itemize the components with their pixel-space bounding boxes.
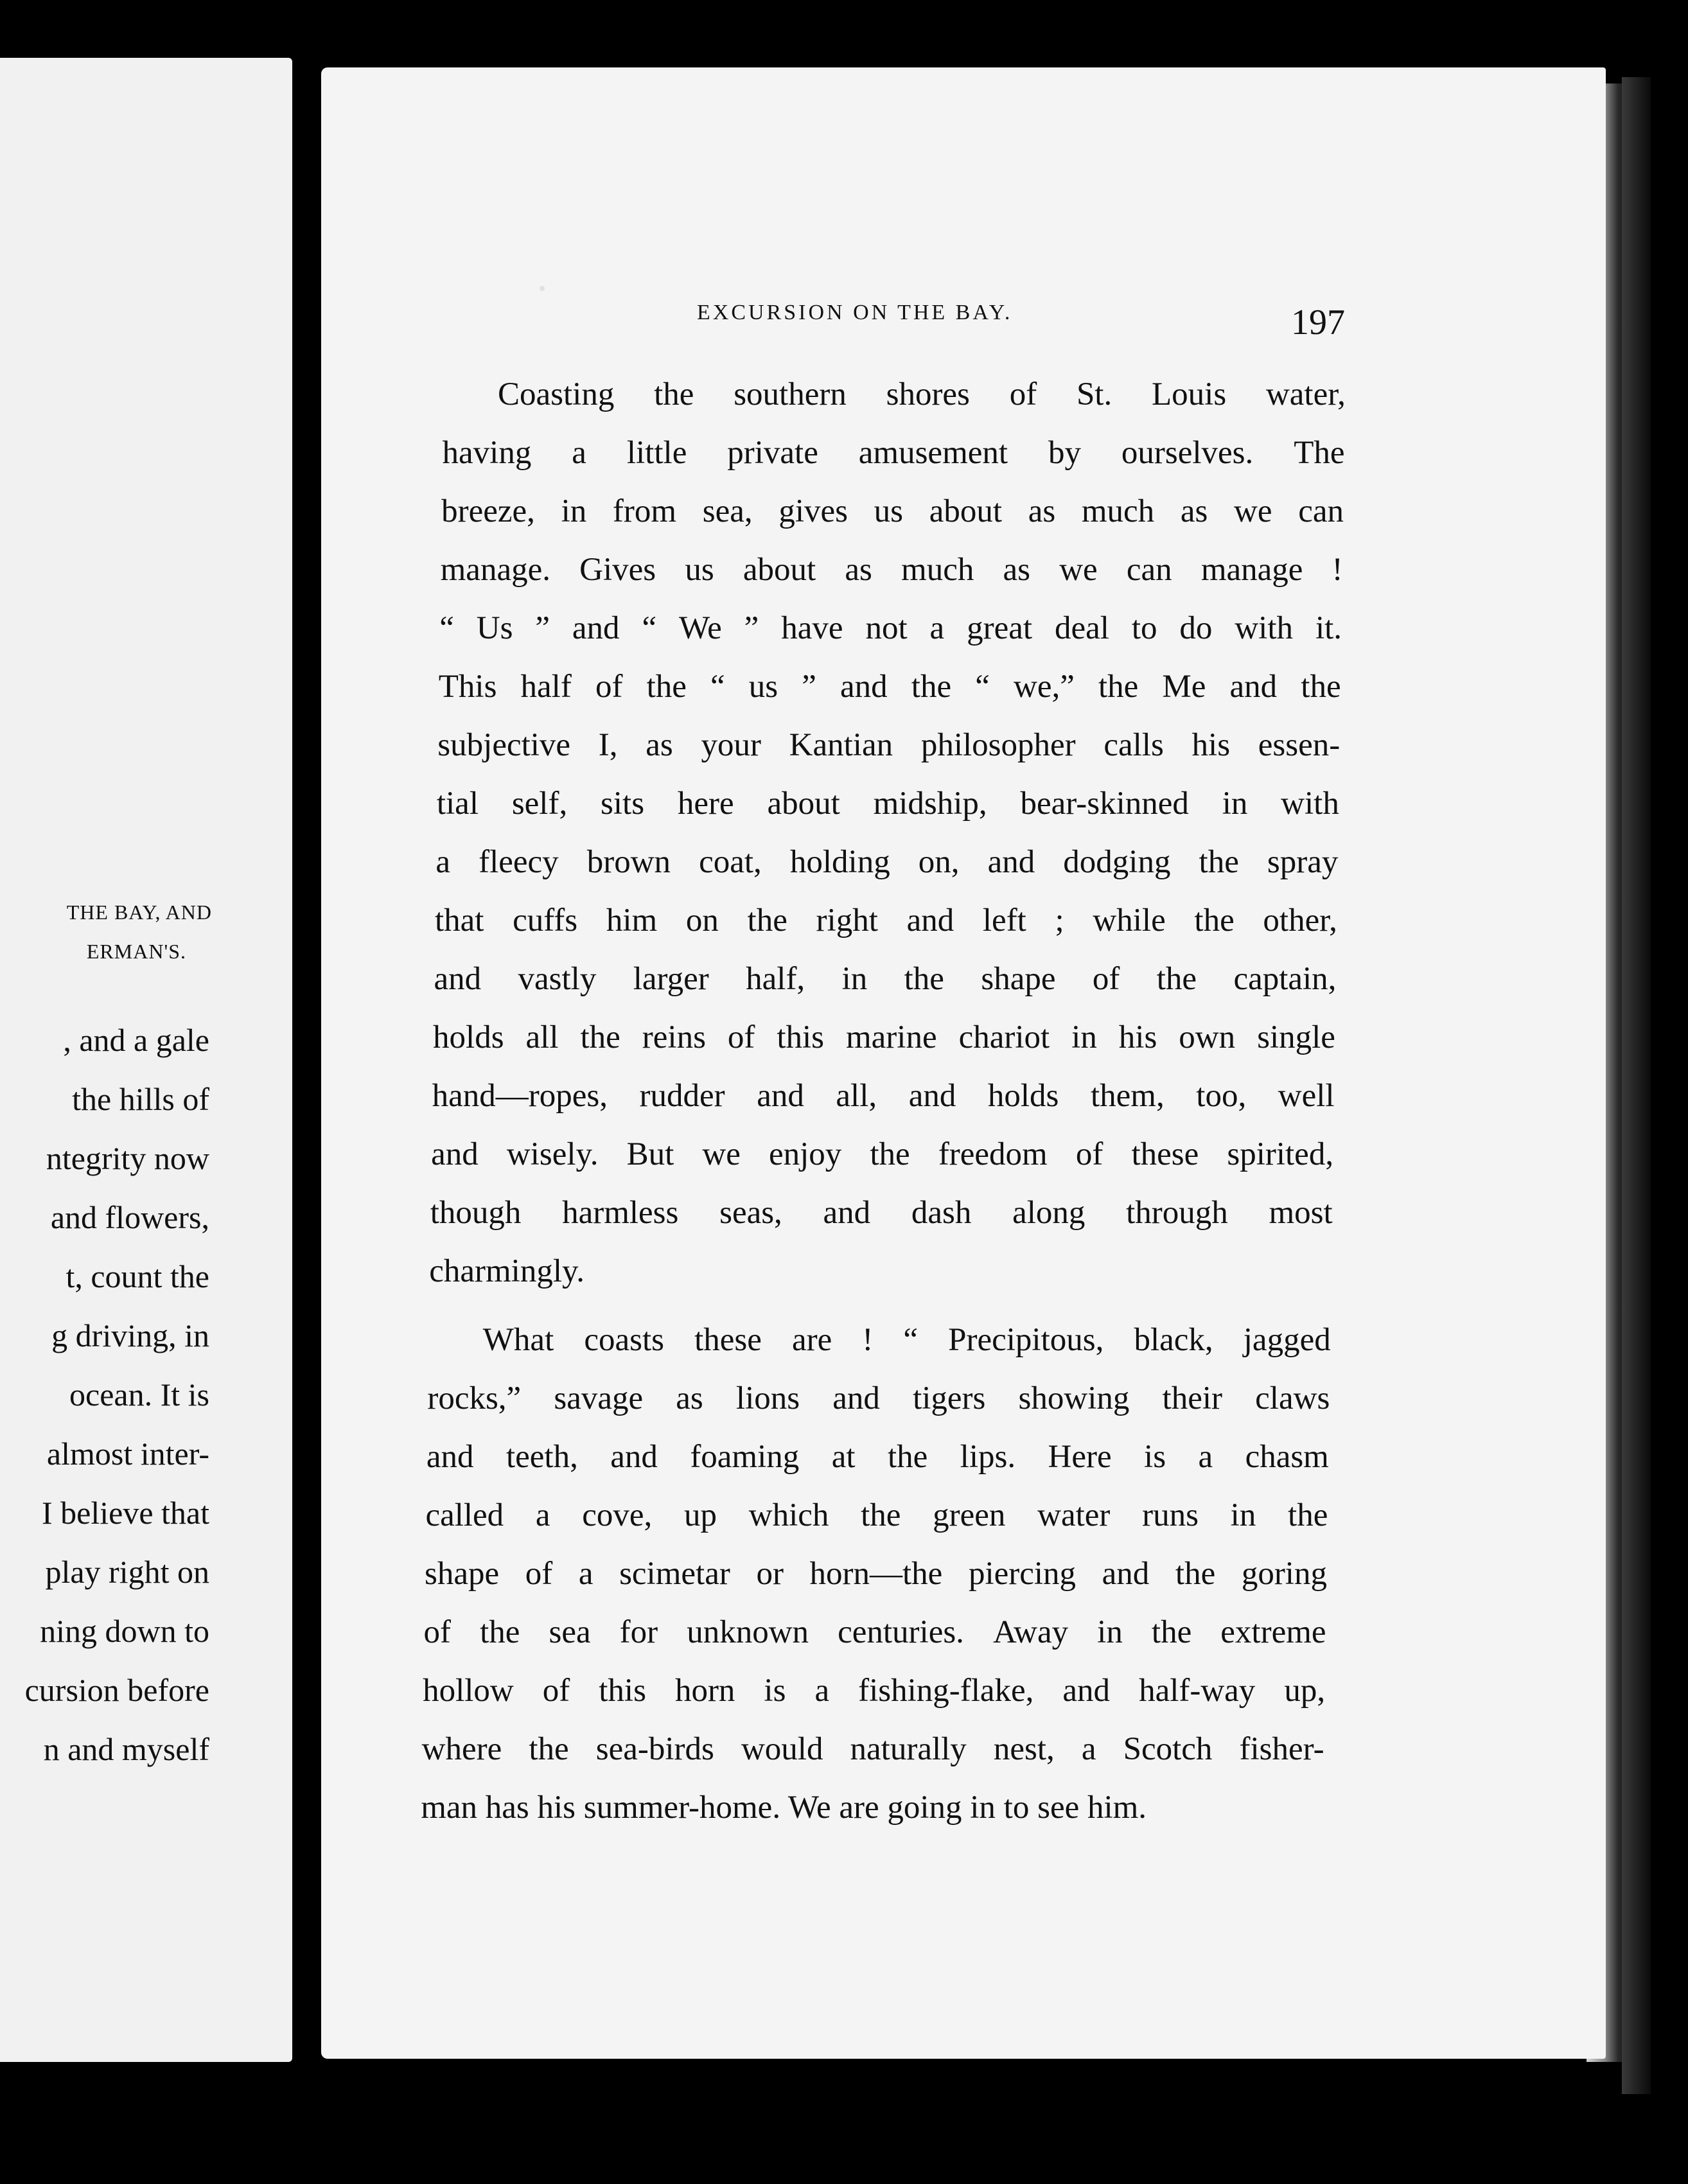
body-line: charmingly. <box>429 1253 585 1289</box>
left-heading-line-1: THE BAY, AND <box>66 901 212 924</box>
left-page-line: the hills of <box>72 1081 209 1117</box>
left-page-line: ntegrity now <box>46 1140 209 1176</box>
body-line: What coasts these are ! “ Precipitous, black, jagged <box>482 1322 1331 1358</box>
left-page-line: , and a gale <box>63 1022 209 1058</box>
body-line: subjective I, as your Kantian philosopher calls his essen- <box>437 727 1341 763</box>
book-cover-edge <box>1622 77 1651 2094</box>
body-line: manage. Gives us about as much as we can manage ! <box>440 552 1343 588</box>
body-line: where the sea-birds would naturally nest, a Scotch fisher- <box>421 1731 1324 1767</box>
left-page-line: and flowers, <box>50 1199 209 1235</box>
body-line: This half of the “ us ” and the “ we,” the Me and the <box>438 669 1341 705</box>
body-line: holds all the reins of this marine chariot in his own single <box>433 1019 1335 1055</box>
running-head: EXCURSION ON THE BAY. <box>697 301 1013 324</box>
body-line: and vastly larger half, in the shape of the captain, <box>434 961 1337 997</box>
body-line: man has his summer-home. We are going in to see him. <box>421 1790 1147 1826</box>
body-line: “ Us ” and “ We ” have not a great deal to do with it. <box>439 610 1342 646</box>
left-page-line: g driving, in <box>51 1317 209 1353</box>
left-page-line: n and myself <box>43 1731 209 1767</box>
body-line: breeze, in from sea, gives us about as much as we can <box>441 493 1344 529</box>
left-page-line: I believe that <box>42 1495 209 1531</box>
left-page-line: ocean. It is <box>69 1377 209 1413</box>
left-page-line: ning down to <box>40 1613 209 1649</box>
left-page-line: play right on <box>45 1554 209 1590</box>
body-line: tial self, sits here about midship, bear-skinned in with <box>436 786 1339 822</box>
body-line: shape of a scimetar or horn—the piercing and the goring <box>425 1556 1327 1592</box>
left-page-line: cursion before <box>24 1672 209 1708</box>
body-line: rocks,” savage as lions and tigers showing their claws <box>427 1380 1330 1416</box>
body-line: having a little private amusement by ourselves. The <box>442 435 1345 471</box>
left-page-line: t, count the <box>66 1258 209 1294</box>
body-line: and wisely. But we enjoy the freedom of these spirited, <box>431 1136 1334 1172</box>
smudge-mark <box>540 286 545 291</box>
body-line: of the sea for unknown centuries. Away in the extreme <box>423 1614 1326 1650</box>
body-line: though harmless seas, and dash along through most <box>430 1195 1333 1231</box>
body-line: hollow of this horn is a fishing-flake, and half-way up, <box>423 1673 1326 1709</box>
left-page <box>0 58 292 2062</box>
page-number: 197 <box>1291 303 1345 342</box>
body-line: that cuffs him on the right and left ; while the other, <box>434 903 1337 938</box>
body-line: Coasting the southern shores of St. Louis water, <box>498 376 1346 412</box>
body-line: called a cove, up which the green water runs in the <box>425 1497 1328 1533</box>
body-line: and teeth, and foaming at the lips. Here is a chasm <box>426 1439 1329 1475</box>
left-page-line: almost inter- <box>46 1436 209 1472</box>
left-heading-line-2: ERMAN'S. <box>86 940 186 963</box>
body-line: a fleecy brown coat, holding on, and dodging the spray <box>435 844 1339 880</box>
body-line: hand—ropes, rudder and all, and holds them, too, well <box>432 1078 1335 1114</box>
